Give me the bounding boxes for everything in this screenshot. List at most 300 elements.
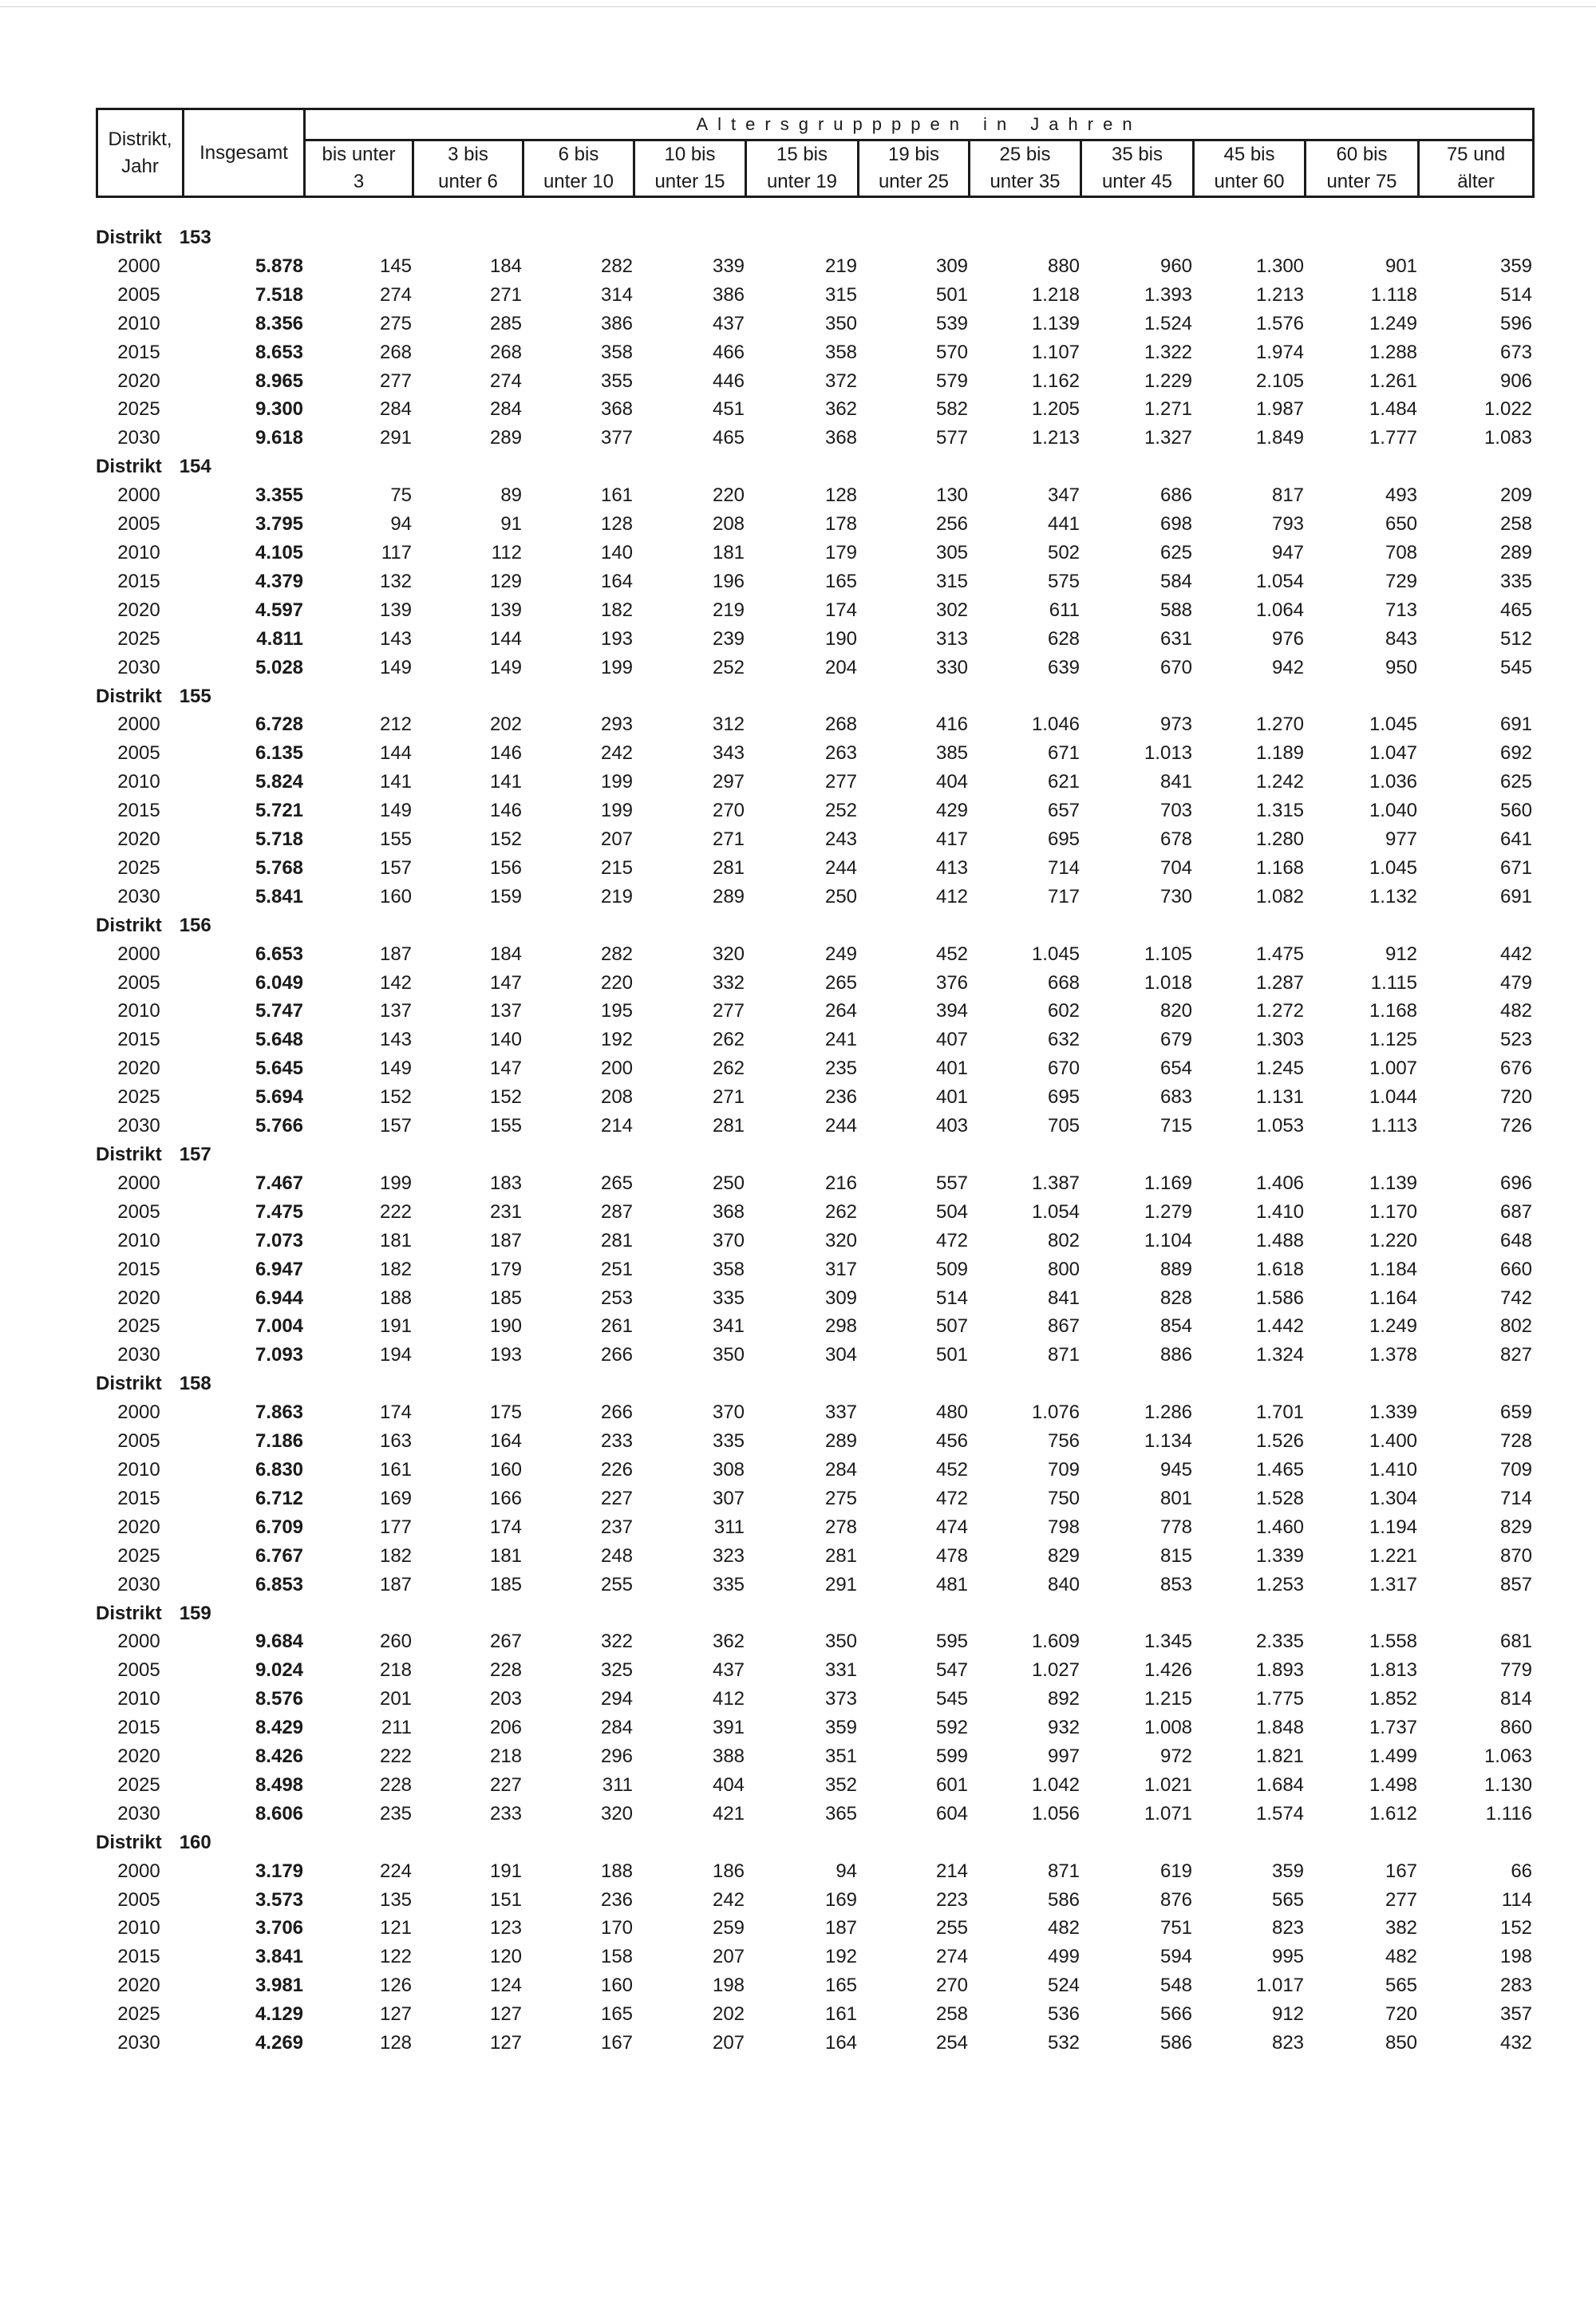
year-cell: 2000 xyxy=(117,484,160,507)
empty-cell xyxy=(745,1141,857,1169)
age-value-cell: 801 xyxy=(1159,1487,1193,1509)
age-value-cell: 1.249 xyxy=(1369,1315,1418,1338)
age-value-cell: 117 xyxy=(381,541,413,563)
age-value-cell: 932 xyxy=(1047,1717,1080,1739)
age-value-cell: 187 xyxy=(824,1917,858,1939)
age-value-cell: 827 xyxy=(1499,1344,1533,1366)
table-row xyxy=(96,1771,1532,1800)
table-row xyxy=(96,1571,1532,1599)
table-row xyxy=(96,338,1532,367)
age-value-cell: 823 xyxy=(1271,1917,1305,1939)
district-heading xyxy=(96,223,303,252)
age-value-cell: 730 xyxy=(1159,885,1193,907)
age-value-cell: 192 xyxy=(600,1029,634,1051)
empty-cell xyxy=(1417,682,1532,711)
age-value-cell: 155 xyxy=(379,828,413,851)
empty-cell xyxy=(522,1370,633,1398)
total-cell: 5.648 xyxy=(255,1029,304,1051)
age-value-cell: 253 xyxy=(600,1287,634,1309)
age-value-cell: 268 xyxy=(824,714,858,736)
age-value-cell: 222 xyxy=(379,1746,413,1768)
age-value-cell: 482 xyxy=(1499,1000,1533,1022)
age-value-cell: 207 xyxy=(712,2032,745,2054)
age-value-cell: 1.107 xyxy=(1031,341,1080,363)
age-value-cell: 728 xyxy=(1499,1430,1533,1453)
age-value-cell: 1.221 xyxy=(1369,1544,1418,1567)
age-value-cell: 244 xyxy=(824,856,858,879)
header-total: Insgesamt xyxy=(184,109,305,197)
age-value-cell: 309 xyxy=(824,1287,858,1309)
age-value-cell: 174 xyxy=(824,599,858,621)
year-cell: 2025 xyxy=(117,856,160,879)
table-row xyxy=(96,1456,1532,1485)
age-value-cell: 778 xyxy=(1159,1516,1193,1538)
age-value-cell: 1.215 xyxy=(1144,1688,1193,1710)
age-value-cell: 165 xyxy=(824,570,858,592)
empty-cell xyxy=(1417,223,1532,252)
age-value-cell: 1.524 xyxy=(1144,312,1193,334)
age-value-cell: 1.324 xyxy=(1255,1344,1305,1366)
age-value-cell: 161 xyxy=(379,1458,413,1481)
age-value-cell: 308 xyxy=(712,1458,745,1481)
header-age-to: älter xyxy=(1457,171,1495,192)
age-value-cell: 853 xyxy=(1159,1573,1193,1595)
header-age-from: 25 bis xyxy=(999,144,1051,165)
age-value-cell: 282 xyxy=(600,943,634,965)
age-value-cell: 285 xyxy=(489,312,523,334)
year-cell: 2020 xyxy=(117,1746,160,1768)
age-value-cell: 828 xyxy=(1159,1287,1193,1309)
age-value-cell: 196 xyxy=(712,570,745,592)
age-value-cell: 312 xyxy=(712,714,745,736)
district-heading-row xyxy=(96,682,1532,711)
age-value-cell: 165 xyxy=(600,2003,634,2026)
total-cell: 6.049 xyxy=(255,971,304,994)
age-value-cell: 1.071 xyxy=(1144,1802,1193,1825)
age-value-cell: 437 xyxy=(712,312,745,334)
age-value-cell: 289 xyxy=(824,1430,858,1453)
age-value-cell: 1.045 xyxy=(1031,943,1080,965)
age-value-cell: 182 xyxy=(379,1544,413,1567)
year-cell: 2025 xyxy=(117,1315,160,1338)
age-value-cell: 472 xyxy=(935,1487,969,1509)
age-value-cell: 840 xyxy=(1047,1573,1080,1595)
age-value-cell: 160 xyxy=(489,1458,523,1481)
age-value-cell: 625 xyxy=(1499,771,1533,793)
age-value-cell: 1.609 xyxy=(1031,1631,1080,1653)
age-value-cell: 218 xyxy=(379,1659,413,1682)
age-value-cell: 277 xyxy=(1385,1888,1418,1911)
age-value-cell: 214 xyxy=(600,1115,634,1137)
age-value-cell: 206 xyxy=(489,1717,523,1739)
age-value-cell: 281 xyxy=(824,1544,858,1567)
age-value-cell: 270 xyxy=(712,800,745,822)
empty-cell xyxy=(1080,1829,1192,1857)
year-cell: 2000 xyxy=(117,1631,160,1653)
age-value-cell: 1.125 xyxy=(1369,1029,1418,1051)
district-number: 159 xyxy=(179,1602,211,1624)
age-value-cell: 683 xyxy=(1159,1086,1193,1109)
header-row-ages xyxy=(97,140,1534,197)
table-row xyxy=(96,654,1532,682)
age-value-cell: 466 xyxy=(712,341,745,363)
age-value-cell: 1.113 xyxy=(1370,1115,1418,1137)
total-cell: 6.653 xyxy=(255,943,304,965)
table-row xyxy=(96,1255,1532,1284)
age-value-cell: 403 xyxy=(935,1115,969,1137)
age-value-cell: 441 xyxy=(1047,513,1080,536)
age-value-cell: 695 xyxy=(1047,828,1080,851)
table-row xyxy=(96,1857,1532,1886)
year-cell: 2010 xyxy=(117,541,160,563)
year-cell: 2000 xyxy=(117,1860,160,1882)
age-value-cell: 160 xyxy=(600,1975,634,1997)
age-value-cell: 641 xyxy=(1499,828,1533,851)
age-value-cell: 1.134 xyxy=(1144,1430,1193,1453)
age-value-cell: 242 xyxy=(600,742,634,765)
age-value-cell: 1.586 xyxy=(1255,1287,1305,1309)
age-value-cell: 1.036 xyxy=(1369,771,1418,793)
age-value-cell: 659 xyxy=(1499,1402,1533,1424)
header-age-to: unter 19 xyxy=(766,171,838,192)
age-value-cell: 482 xyxy=(1385,1946,1418,1968)
age-value-cell: 265 xyxy=(600,1172,634,1194)
age-value-cell: 820 xyxy=(1159,1000,1193,1022)
year-cell: 2005 xyxy=(117,1659,160,1682)
age-value-cell: 814 xyxy=(1499,1688,1533,1710)
age-value-cell: 588 xyxy=(1159,599,1193,621)
table-row xyxy=(96,625,1532,654)
age-value-cell: 997 xyxy=(1047,1746,1080,1768)
age-value-cell: 912 xyxy=(1385,943,1418,965)
age-value-cell: 184 xyxy=(489,255,523,277)
age-value-cell: 198 xyxy=(712,1975,745,1997)
age-value-cell: 726 xyxy=(1499,1115,1533,1137)
age-value-cell: 474 xyxy=(935,1516,969,1538)
age-value-cell: 452 xyxy=(935,943,969,965)
age-value-cell: 481 xyxy=(935,1573,969,1595)
total-cell: 7.073 xyxy=(255,1229,304,1251)
age-value-cell: 1.213 xyxy=(1031,427,1080,449)
header-age-from: 75 und xyxy=(1446,144,1506,165)
age-value-cell: 1.007 xyxy=(1369,1058,1418,1080)
age-value-cell: 287 xyxy=(600,1200,634,1223)
table-header xyxy=(96,108,1535,198)
table-row xyxy=(96,1284,1532,1313)
age-value-cell: 127 xyxy=(489,2032,523,2054)
age-value-cell: 386 xyxy=(600,312,634,334)
total-cell: 8.576 xyxy=(255,1688,304,1710)
empty-cell xyxy=(968,1599,1080,1628)
age-value-cell: 566 xyxy=(1159,2003,1193,2026)
age-value-cell: 227 xyxy=(489,1773,523,1796)
table-row xyxy=(96,1656,1532,1685)
header-age-col xyxy=(1419,140,1534,197)
header-age-col xyxy=(523,140,634,197)
year-cell: 2015 xyxy=(117,800,160,822)
age-value-cell: 350 xyxy=(824,312,858,334)
header-age-col xyxy=(1194,140,1306,197)
age-value-cell: 779 xyxy=(1499,1659,1533,1682)
total-cell: 6.830 xyxy=(255,1458,304,1481)
year-cell: 2005 xyxy=(117,742,160,765)
age-value-cell: 823 xyxy=(1271,2032,1305,2054)
year-cell: 2000 xyxy=(117,714,160,736)
header-age-col xyxy=(1081,140,1194,197)
age-value-cell: 274 xyxy=(935,1946,969,1968)
age-value-cell: 351 xyxy=(824,1746,858,1768)
age-value-cell: 1.287 xyxy=(1255,971,1305,994)
age-value-cell: 432 xyxy=(1499,2032,1533,2054)
age-value-cell: 442 xyxy=(1499,943,1533,965)
age-value-cell: 501 xyxy=(935,1344,969,1366)
age-value-cell: 75 xyxy=(390,484,413,507)
year-cell: 2010 xyxy=(117,1000,160,1022)
district-number: 155 xyxy=(179,685,211,707)
age-value-cell: 187 xyxy=(489,1229,523,1251)
age-value-cell: 166 xyxy=(489,1487,523,1509)
header-age-from: 45 bis xyxy=(1223,144,1275,165)
age-value-cell: 359 xyxy=(824,1717,858,1739)
age-value-cell: 742 xyxy=(1499,1287,1533,1309)
age-value-cell: 156 xyxy=(489,856,523,879)
year-cell: 2010 xyxy=(117,771,160,793)
empty-cell xyxy=(968,223,1080,252)
empty-cell xyxy=(633,911,745,940)
age-value-cell: 218 xyxy=(489,1746,523,1768)
age-value-cell: 720 xyxy=(1499,1086,1533,1109)
age-value-cell: 1.053 xyxy=(1255,1115,1305,1137)
age-value-cell: 1.775 xyxy=(1255,1688,1305,1710)
total-cell: 6.135 xyxy=(255,742,304,765)
age-value-cell: 270 xyxy=(935,1975,969,1997)
age-value-cell: 1.168 xyxy=(1369,1000,1418,1022)
age-value-cell: 128 xyxy=(824,484,858,507)
table-row xyxy=(96,2029,1532,2058)
age-value-cell: 1.054 xyxy=(1255,570,1305,592)
empty-cell xyxy=(1080,1599,1192,1628)
age-value-cell: 502 xyxy=(1047,541,1080,563)
age-value-cell: 335 xyxy=(712,1287,745,1309)
total-cell: 5.768 xyxy=(255,856,304,879)
age-value-cell: 251 xyxy=(600,1258,634,1280)
age-value-cell: 695 xyxy=(1047,1086,1080,1109)
age-value-cell: 252 xyxy=(824,800,858,822)
header-district-year xyxy=(97,109,184,197)
table-row xyxy=(96,1083,1532,1112)
age-value-cell: 1.460 xyxy=(1255,1516,1305,1538)
age-value-cell: 947 xyxy=(1271,541,1305,563)
age-value-cell: 977 xyxy=(1385,828,1418,851)
age-value-cell: 793 xyxy=(1271,513,1305,536)
total-cell: 4.811 xyxy=(256,627,304,650)
age-value-cell: 596 xyxy=(1499,312,1533,334)
age-value-cell: 128 xyxy=(600,513,634,536)
age-value-cell: 167 xyxy=(600,2032,634,2054)
age-value-cell: 368 xyxy=(712,1200,745,1223)
age-value-cell: 507 xyxy=(935,1315,969,1338)
age-value-cell: 1.168 xyxy=(1255,856,1305,879)
age-value-cell: 1.139 xyxy=(1031,312,1080,334)
year-cell: 2005 xyxy=(117,1200,160,1223)
age-value-cell: 208 xyxy=(600,1086,634,1109)
age-value-cell: 183 xyxy=(489,1172,523,1194)
age-value-cell: 161 xyxy=(824,2003,858,2026)
age-value-cell: 137 xyxy=(489,1000,523,1022)
age-value-cell: 237 xyxy=(600,1516,634,1538)
age-value-cell: 1.893 xyxy=(1255,1659,1305,1682)
age-value-cell: 1.526 xyxy=(1255,1430,1305,1453)
district-heading-row xyxy=(96,1370,1532,1398)
total-cell: 5.878 xyxy=(255,255,304,277)
age-value-cell: 244 xyxy=(824,1115,858,1137)
age-value-cell: 352 xyxy=(824,1773,858,1796)
age-value-cell: 1.498 xyxy=(1369,1773,1418,1796)
age-value-cell: 1.322 xyxy=(1144,341,1193,363)
age-value-cell: 282 xyxy=(600,255,634,277)
age-value-cell: 320 xyxy=(712,943,745,965)
age-value-cell: 274 xyxy=(489,370,523,392)
age-value-cell: 1.618 xyxy=(1255,1258,1305,1280)
empty-cell xyxy=(968,682,1080,711)
age-value-cell: 1.558 xyxy=(1369,1631,1418,1653)
age-value-cell: 281 xyxy=(712,1115,745,1137)
year-cell: 2000 xyxy=(117,1402,160,1424)
empty-cell xyxy=(857,1599,968,1628)
district-number: 160 xyxy=(179,1831,211,1853)
age-value-cell: 358 xyxy=(712,1258,745,1280)
age-value-cell: 713 xyxy=(1385,599,1418,621)
age-value-cell: 91 xyxy=(500,513,523,536)
district-heading xyxy=(96,453,303,481)
age-value-cell: 198 xyxy=(1499,1946,1533,1968)
table-row xyxy=(96,510,1532,539)
age-value-cell: 1.213 xyxy=(1255,283,1305,306)
age-value-cell: 124 xyxy=(489,1975,523,1997)
age-value-cell: 648 xyxy=(1499,1229,1533,1251)
header-age-col xyxy=(1306,140,1419,197)
header-age-to: unter 75 xyxy=(1326,171,1397,192)
age-value-cell: 472 xyxy=(935,1229,969,1251)
age-value-cell: 149 xyxy=(379,800,413,822)
age-value-cell: 236 xyxy=(824,1086,858,1109)
age-value-cell: 186 xyxy=(712,1860,745,1882)
age-value-cell: 144 xyxy=(379,742,413,765)
empty-cell xyxy=(857,453,968,481)
empty-cell xyxy=(745,223,857,252)
age-value-cell: 480 xyxy=(935,1402,969,1424)
age-value-cell: 1.288 xyxy=(1369,341,1418,363)
total-cell: 9.024 xyxy=(255,1659,304,1682)
district-number: 154 xyxy=(179,456,211,478)
age-value-cell: 1.737 xyxy=(1369,1717,1418,1739)
age-value-cell: 149 xyxy=(379,1058,413,1080)
age-value-cell: 382 xyxy=(1385,1917,1418,1939)
age-value-cell: 660 xyxy=(1499,1258,1533,1280)
total-cell: 6.709 xyxy=(255,1516,304,1538)
district-heading xyxy=(96,1141,303,1169)
age-value-cell: 1.027 xyxy=(1031,1659,1080,1682)
age-value-cell: 729 xyxy=(1385,570,1418,592)
empty-cell xyxy=(1080,1141,1192,1169)
table-row xyxy=(96,1341,1532,1370)
age-value-cell: 182 xyxy=(379,1258,413,1280)
age-value-cell: 681 xyxy=(1499,1631,1533,1653)
age-value-cell: 323 xyxy=(712,1544,745,1567)
age-value-cell: 277 xyxy=(379,370,413,392)
age-value-cell: 1.116 xyxy=(1485,1802,1533,1825)
header-age-col xyxy=(970,140,1081,197)
header-age-from: bis unter xyxy=(322,144,396,165)
year-cell: 2010 xyxy=(117,1917,160,1939)
age-value-cell: 141 xyxy=(379,771,413,793)
age-value-cell: 870 xyxy=(1499,1544,1533,1567)
year-cell: 2005 xyxy=(117,513,160,536)
age-value-cell: 514 xyxy=(935,1287,969,1309)
age-value-cell: 871 xyxy=(1047,1344,1080,1366)
age-value-cell: 239 xyxy=(712,627,745,650)
empty-cell xyxy=(1417,911,1532,940)
age-value-cell: 579 xyxy=(935,370,969,392)
district-heading-row xyxy=(96,223,1532,252)
age-value-cell: 160 xyxy=(379,885,413,907)
age-value-cell: 1.271 xyxy=(1144,398,1193,421)
age-value-cell: 385 xyxy=(935,742,969,765)
empty-cell xyxy=(522,911,633,940)
header-age-col xyxy=(305,140,413,197)
age-value-cell: 277 xyxy=(824,771,858,793)
empty-cell xyxy=(303,1599,412,1628)
age-value-cell: 277 xyxy=(712,1000,745,1022)
age-value-cell: 89 xyxy=(500,484,523,507)
age-value-cell: 798 xyxy=(1047,1516,1080,1538)
age-value-cell: 179 xyxy=(824,541,858,563)
age-value-cell: 190 xyxy=(824,627,858,650)
age-value-cell: 358 xyxy=(824,341,858,363)
age-value-cell: 386 xyxy=(712,283,745,306)
age-value-cell: 1.777 xyxy=(1369,427,1418,449)
age-value-cell: 1.272 xyxy=(1255,1000,1305,1022)
table-row xyxy=(96,424,1532,453)
total-cell: 6.728 xyxy=(255,714,304,736)
district-label: Distrikt xyxy=(96,1602,162,1624)
age-value-cell: 1.017 xyxy=(1255,1975,1305,1997)
empty-cell xyxy=(303,682,412,711)
age-value-cell: 560 xyxy=(1499,800,1533,822)
empty-cell xyxy=(1304,1370,1417,1398)
age-value-cell: 802 xyxy=(1047,1229,1080,1251)
age-value-cell: 140 xyxy=(600,541,634,563)
age-value-cell: 584 xyxy=(1159,570,1193,592)
age-value-cell: 545 xyxy=(935,1688,969,1710)
age-value-cell: 223 xyxy=(935,1888,969,1911)
age-value-cell: 263 xyxy=(824,742,858,765)
age-value-cell: 140 xyxy=(489,1029,523,1051)
age-value-cell: 159 xyxy=(489,885,523,907)
age-value-cell: 235 xyxy=(379,1802,413,1825)
age-value-cell: 307 xyxy=(712,1487,745,1509)
header-age-from: 15 bis xyxy=(776,144,828,165)
total-cell: 7.863 xyxy=(255,1402,304,1424)
empty-cell xyxy=(857,1829,968,1857)
age-value-cell: 601 xyxy=(935,1773,969,1796)
age-value-cell: 1.406 xyxy=(1255,1172,1305,1194)
age-value-cell: 678 xyxy=(1159,828,1193,851)
empty-cell xyxy=(522,1829,633,1857)
table-row xyxy=(96,2000,1532,2029)
age-value-cell: 212 xyxy=(379,714,413,736)
total-cell: 8.498 xyxy=(255,1773,304,1796)
